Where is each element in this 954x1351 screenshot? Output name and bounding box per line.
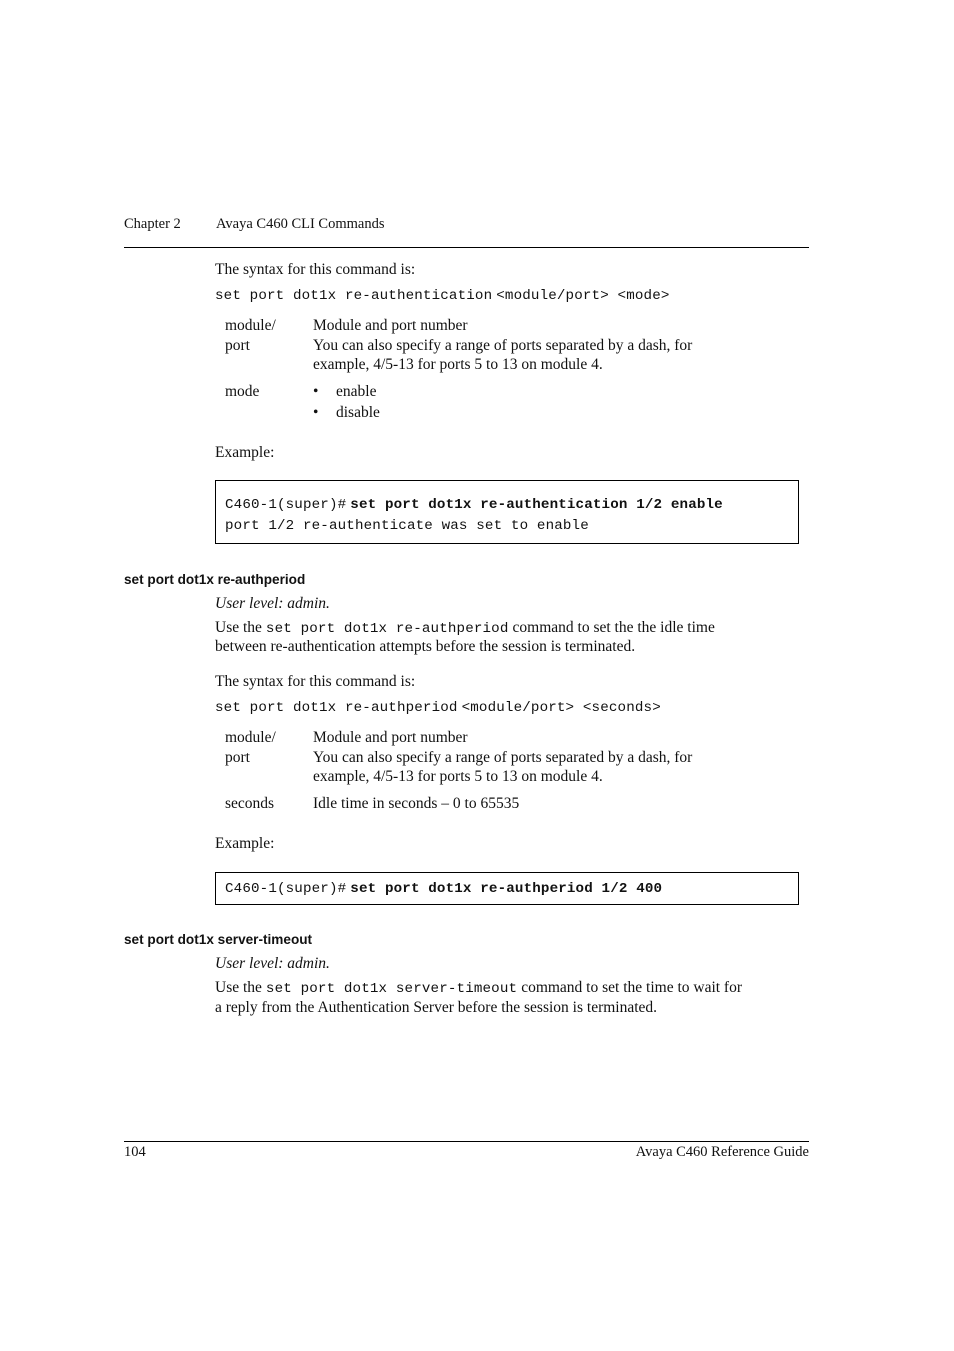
bullet-icon: •	[313, 383, 319, 400]
section-heading: set port dot1x server-timeout	[124, 932, 313, 947]
page-number: 104	[124, 1144, 146, 1160]
inline-command: set port dot1x server-timeout	[265, 981, 518, 997]
bullet-icon: •	[313, 404, 319, 421]
user-level: User level: admin.	[215, 955, 330, 972]
param-description: Idle time in seconds – 0 to 65535	[313, 795, 520, 812]
param-description: example, 4/5-13 for ports 5 to 13 on module 4.	[313, 768, 603, 785]
param-description: Module and port number	[313, 317, 468, 334]
code-example-box	[215, 480, 799, 544]
code-line	[225, 879, 662, 897]
guide-title: Avaya C460 Reference Guide	[635, 1144, 809, 1160]
syntax-line	[215, 698, 661, 716]
syntax-line	[215, 286, 670, 304]
example-label: Example:	[215, 835, 275, 852]
chapter-title: Avaya C460 CLI Commands	[216, 216, 385, 232]
description-line: a reply from the Authentication Server before the session is terminated.	[215, 999, 658, 1016]
cli-output: port 1/2 re-authenticate was set to enable	[225, 518, 589, 534]
syntax-command: set port dot1x re-authperiod	[215, 700, 458, 716]
param-name: port	[225, 749, 250, 766]
code-line	[225, 495, 723, 513]
description-line: Use the set port dot1x server-timeout command to set the time to wait for	[215, 979, 743, 997]
chapter-label: Chapter 2	[124, 216, 181, 232]
param-name: port	[225, 337, 250, 354]
param-name: module/	[225, 729, 276, 746]
cli-command: set port dot1x re-authentication 1/2 enable	[350, 497, 723, 513]
param-description: You can also specify a range of ports separated by a dash, for	[313, 749, 693, 766]
inline-command: set port dot1x re-authperiod	[265, 621, 509, 637]
syntax-intro: The syntax for this command is:	[215, 261, 416, 278]
cli-command: set port dot1x re-authperiod 1/2 400	[350, 881, 663, 897]
syntax-arguments: <module/port> <mode>	[496, 288, 670, 304]
cli-prompt: C460-1(super)#	[225, 881, 347, 897]
param-description: You can also specify a range of ports separated by a dash, for	[313, 337, 693, 354]
param-description: example, 4/5-13 for ports 5 to 13 on module 4.	[313, 356, 603, 373]
code-example-box	[215, 872, 799, 905]
footer-rule	[124, 1141, 809, 1142]
syntax-command: set port dot1x re-authentication	[215, 288, 493, 304]
user-level: User level: admin.	[215, 595, 330, 612]
param-name: seconds	[225, 795, 275, 812]
bullet-item: • disable	[313, 404, 380, 421]
syntax-intro: The syntax for this command is:	[215, 673, 416, 690]
description-line: between re-authentication attempts before the session is terminated.	[215, 638, 636, 655]
example-label: Example:	[215, 444, 275, 461]
bullet-item: • enable	[313, 383, 377, 400]
param-name: module/	[225, 317, 276, 334]
header-rule	[124, 247, 809, 248]
syntax-arguments: <module/port> <seconds>	[461, 700, 661, 716]
param-name: mode	[225, 383, 260, 400]
cli-prompt: C460-1(super)#	[225, 497, 347, 513]
description-line: Use the set port dot1x re-authperiod command to set the the idle time	[215, 619, 715, 637]
param-description: Module and port number	[313, 729, 468, 746]
section-heading: set port dot1x re-authperiod	[124, 572, 306, 587]
